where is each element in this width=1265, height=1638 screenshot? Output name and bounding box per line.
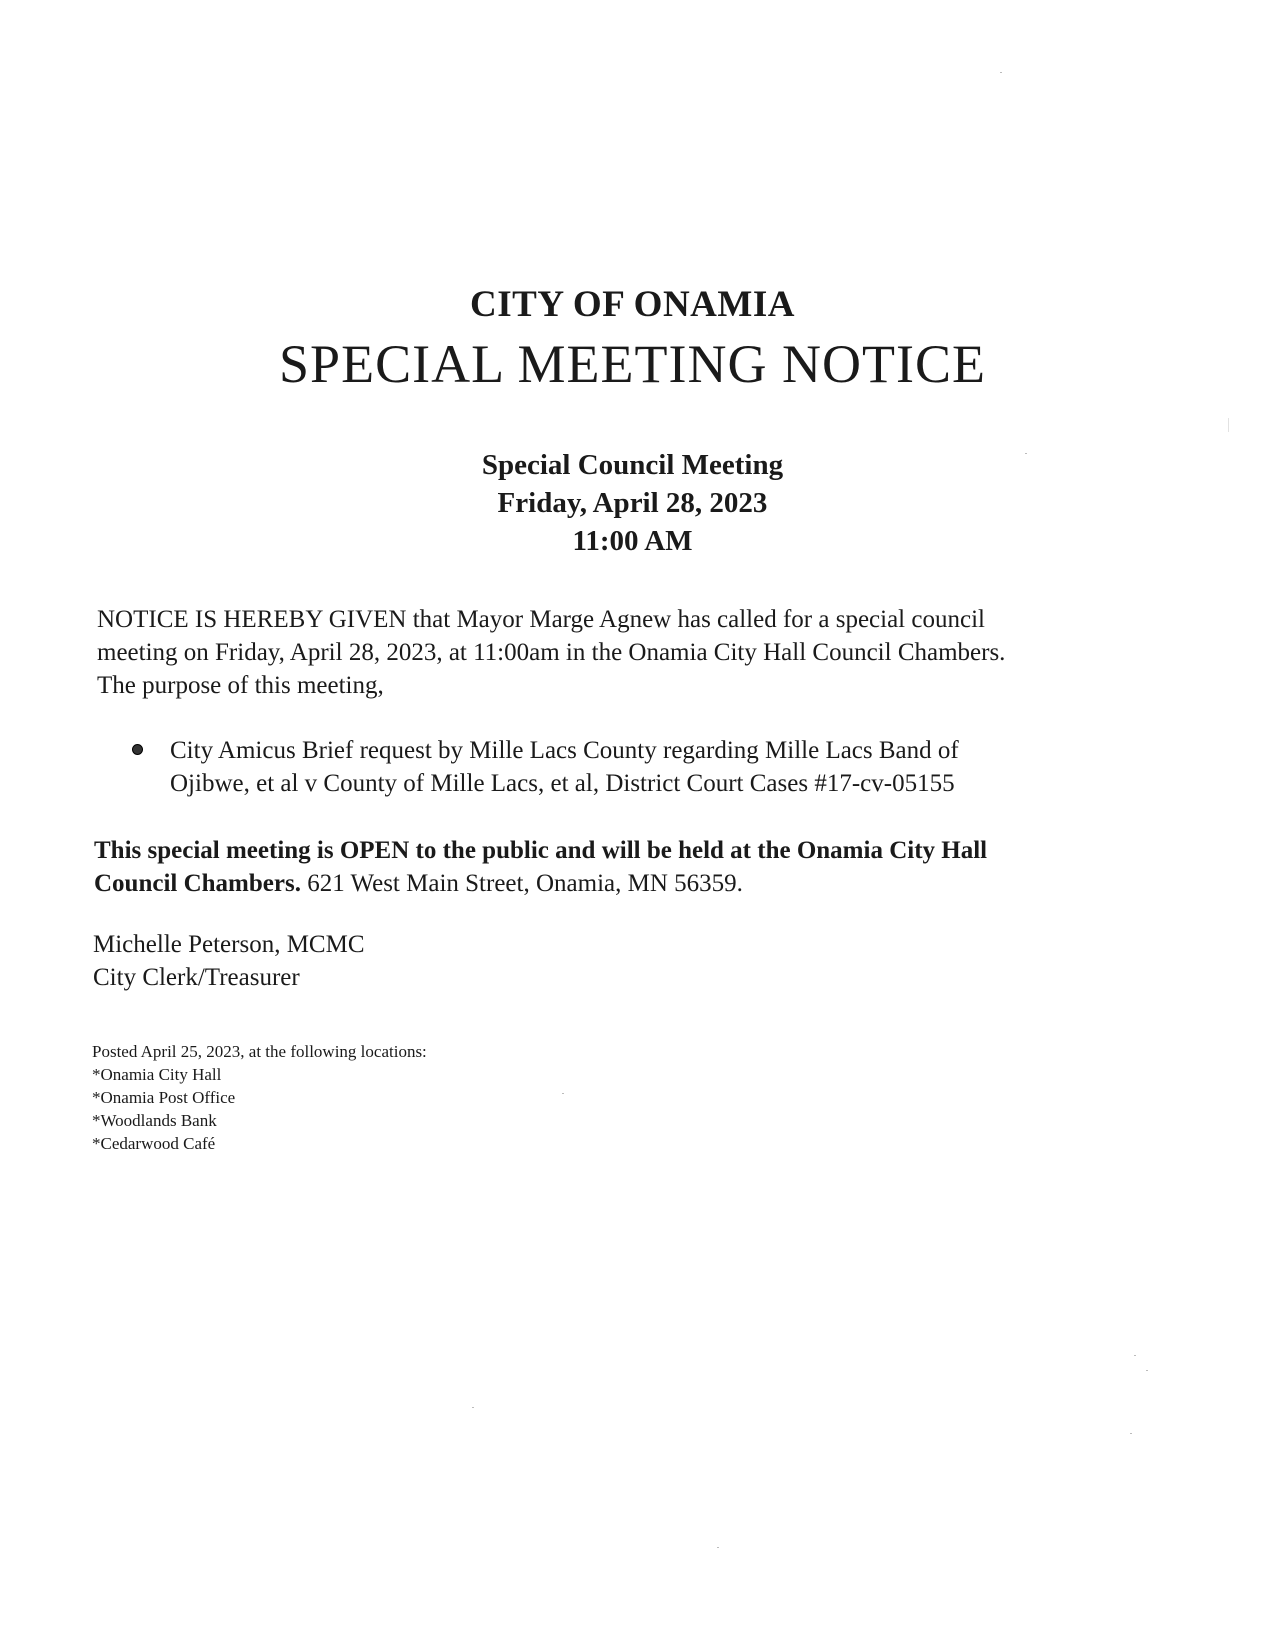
scan-speck [472, 1407, 474, 1408]
bullet-icon [132, 744, 143, 755]
meeting-name: Special Council Meeting [481, 449, 784, 481]
scan-speck [1228, 418, 1229, 432]
notice-line: meeting on Friday, April 28, 2023, at 11:00am in the Onamia City Hall Council Chambers. [97, 639, 1006, 666]
posted-intro: Posted April 25, 2023, at the following locations: [92, 1042, 427, 1061]
meeting-time: 11:00 AM [572, 525, 693, 557]
signature-block [93, 928, 365, 994]
open-to-public-notice [94, 834, 1204, 900]
notice-paragraph [97, 603, 1207, 702]
posting-location: *Cedarwood Café [92, 1134, 216, 1153]
open-notice-bold-line: This special meeting is OPEN to the public and will be held at the Onamia City Hall [94, 837, 988, 864]
agenda-item-line: Ojibwe, et al v County of Mille Lacs, et al, District Court Cases #17-cv-05155 [170, 770, 955, 797]
scan-speck [1130, 1433, 1132, 1434]
scan-speck [1146, 1370, 1148, 1371]
meeting-date: Friday, April 28, 2023 [497, 487, 768, 519]
agenda-item-text [170, 734, 1180, 800]
notice-line: NOTICE IS HEREBY GIVEN that Mayor Marge Agnew has called for a special council [97, 606, 985, 633]
posting-location: *Woodlands Bank [92, 1111, 217, 1130]
meeting-address: 621 West Main Street, Onamia, MN 56359. [300, 870, 743, 897]
agenda-item-line: City Amicus Brief request by Mille Lacs County regarding Mille Lacs Band of [170, 737, 959, 764]
posting-locations [92, 1040, 427, 1155]
scan-speck [1000, 72, 1002, 73]
signer-name: Michelle Peterson, MCMC [93, 931, 365, 958]
scan-speck [1025, 453, 1027, 454]
org-title: CITY OF ONAMIA [470, 284, 795, 325]
signer-title: City Clerk/Treasurer [93, 964, 300, 991]
scan-speck [717, 1547, 719, 1548]
scan-speck [1134, 1355, 1136, 1356]
open-notice-bold-location: Council Chambers. [94, 870, 301, 897]
page-title: SPECIAL MEETING NOTICE [279, 334, 986, 394]
notice-line: The purpose of this meeting, [97, 672, 384, 699]
posting-location: *Onamia City Hall [92, 1065, 222, 1084]
posting-location: *Onamia Post Office [92, 1088, 236, 1107]
scan-speck [562, 1093, 564, 1094]
